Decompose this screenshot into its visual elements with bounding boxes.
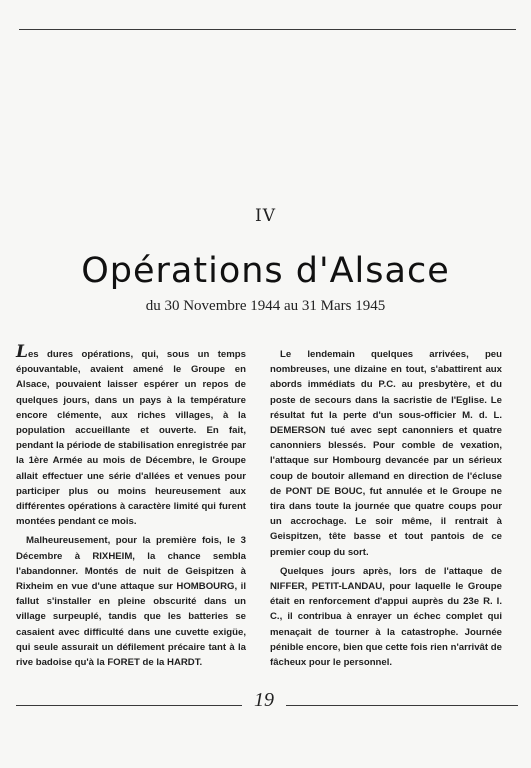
- top-rule: [19, 29, 516, 30]
- footer-rule-right: [286, 705, 518, 706]
- page-subtitle: du 30 Novembre 1944 au 31 Mars 1945: [145, 298, 386, 314]
- page-title: Opérations d'Alsace: [81, 251, 450, 291]
- paragraph: Malheureusement, pour la première fois, le 3 Décembre à RIXHEIM, la chance sembla l'abandonner. Montés de nuit de Geispitzen à Rixheim en vue d'une attaque sur HOMBOURG, il fallut s'installer en pleine obscurité dans un village surpeuplé, tandis que les batteries se casaient avec difficulté dans une cuvette exigüe, qui seule assurait un défilement précaire tant à la rive badoise qu'à la FORET de la HARDT.: [16, 535, 246, 669]
- left-column: [16, 342, 246, 674]
- page-number: 19: [254, 689, 274, 711]
- paragraph: Quelques jours après, lors de l'attaque de NIFFER, PETIT-LANDAU, pour laquelle le Groupe était en renforcement d'appui auprès du 23e R. I. C., il contribua à enrayer un échec complet qui menaçait de tourner à la catastrophe. Journée pénible encore, bien que cette fois rien n'arrivât de fâcheux pour le personnel.: [270, 565, 502, 669]
- paragraph-text: es dures opérations, qui, sous un temps épouvantable, avaient amené le Groupe en Alsace, pouvaient laisser espérer un repos de quelques jours, dans un pays à la température encore clémente, aux riches villages, à la population accueillante et ouverte. En fait, pendant la période de stabilisation enregistrée par la 1ère Armée au mois de Décembre, le Groupe allait effectuer une série d'allées et venues pour participer plus ou moins heureusement aux différentes opérations à caractère limité qui furent montées pendant ce mois.: [16, 349, 246, 528]
- footer-rule-left: [16, 705, 242, 706]
- chapter-number: IV: [255, 206, 276, 226]
- paragraph: Le lendemain quelques arrivées, peu nombreuses, une dizaine en tout, s'abattirent aux abords immédiats du P.C. au presbytère, et du poste de secours dans la sacristie de l'Eglise. Le résultat fut la perte d'un sous-officier M. d. L. DEMERSON tué avec sept canonniers et quatre canonniers blessés. Pour comble de vexation, l'attaque sur Hombourg devancée par un sérieux coup de boutoir allemand en direction de l'écluse de PONT DE BOUC, fut annulée et le Groupe ne tira dans toute la journée que quatre coups pour un accrochage. Le soir même, il rentrait à Geispitzen, tête basse et tout pantois de ce premier coup du sort.: [270, 349, 502, 558]
- right-column: [270, 347, 502, 674]
- paragraph: [16, 342, 246, 529]
- dropcap-letter: L: [16, 342, 28, 362]
